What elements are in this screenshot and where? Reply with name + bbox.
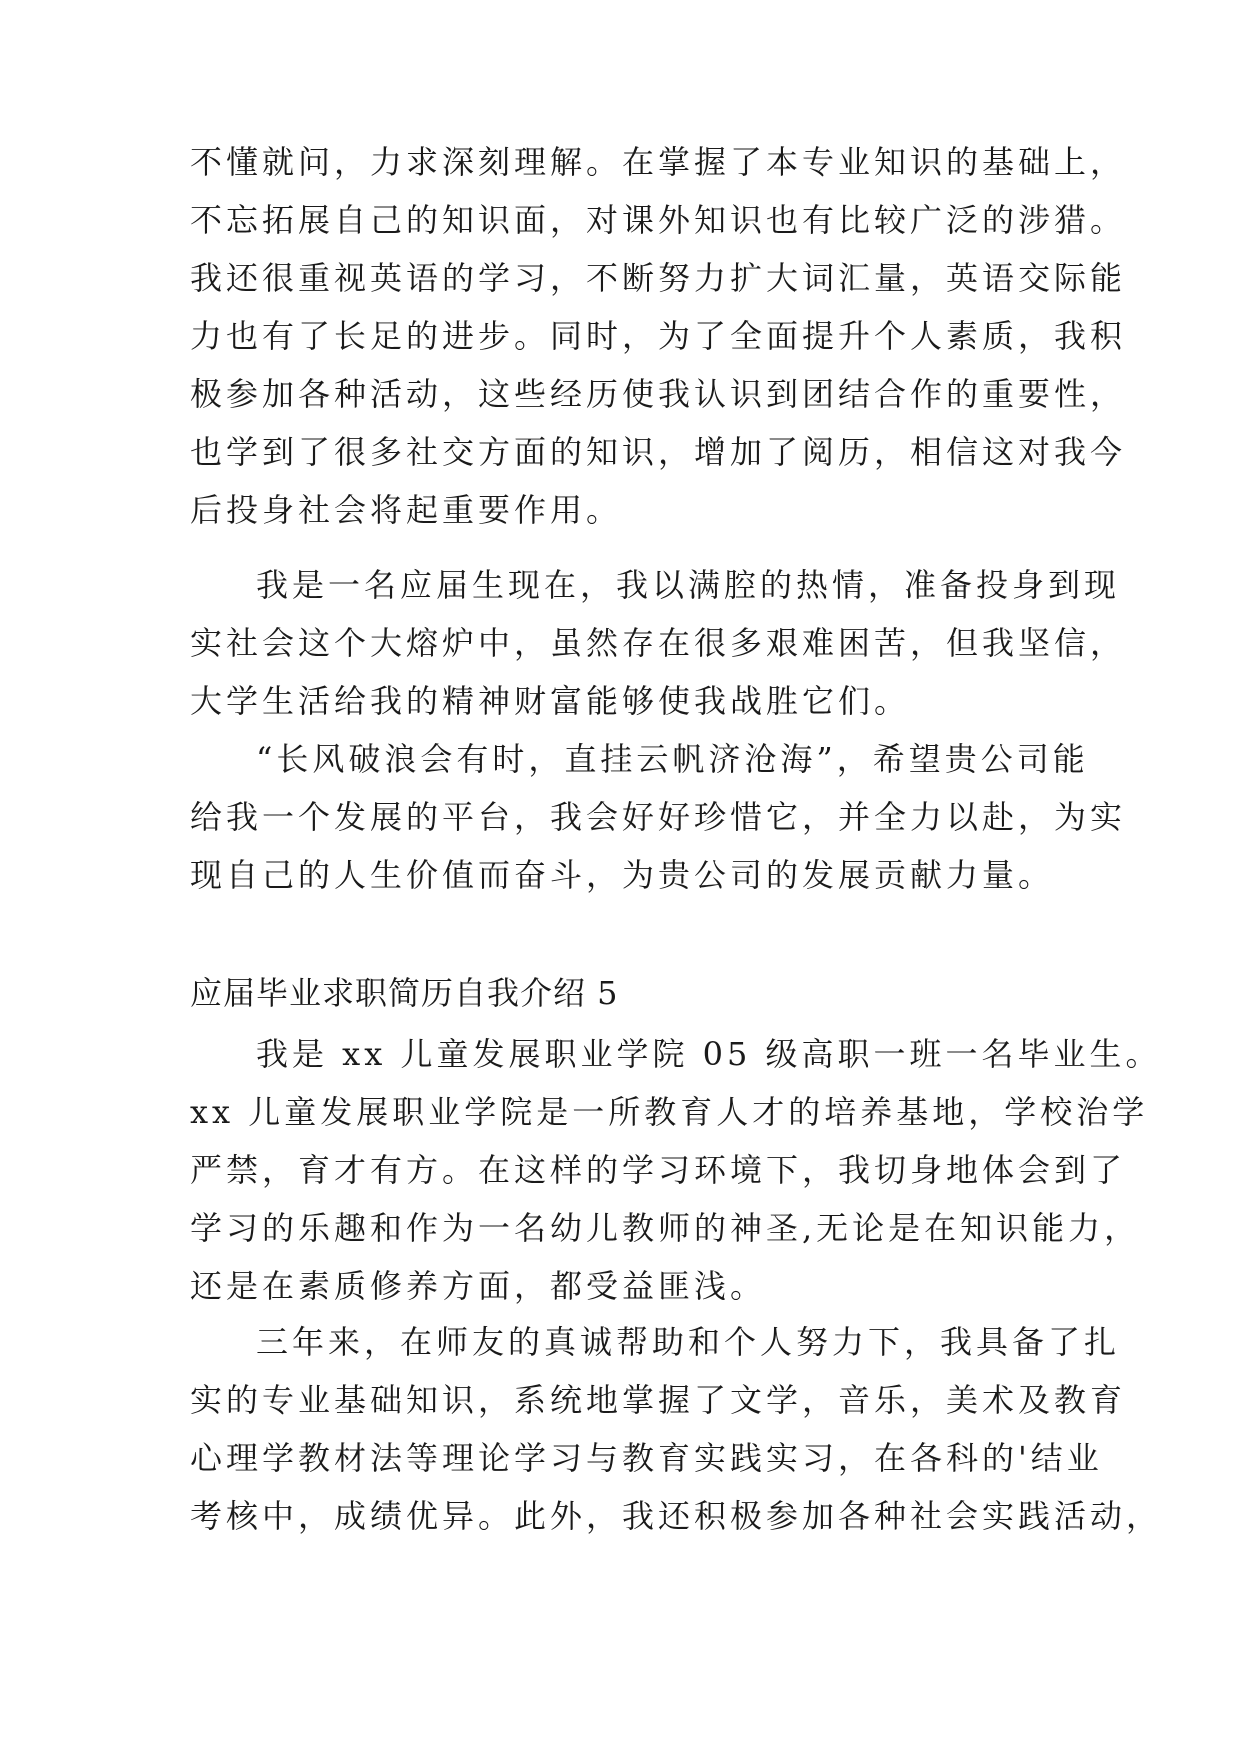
text-line: 学习的乐趣和作为一名幼儿教师的神圣,无论是在知识能力， (190, 1209, 1141, 1247)
paragraph-quote (190, 730, 1127, 904)
text-line: 实社会这个大熔炉中，虽然存在很多艰难困苦，但我坚信， (190, 624, 1127, 662)
text-line: 三年来，在师友的真诚帮助和个人努力下，我具备了扎 (256, 1323, 1121, 1361)
text-line: 力也有了长足的进步。同时，为了全面提升个人素质，我积 (190, 317, 1127, 355)
paragraph-continued (190, 133, 1127, 539)
text-line: 考核中，成绩优异。此外，我还积极参加各种社会实践活动， (190, 1497, 1163, 1535)
text-line: 严禁，育才有方。在这样的学习环境下，我切身地体会到了 (190, 1151, 1127, 1189)
text-line: 我是一名应届生现在，我以满腔的热情，准备投身到现 (256, 566, 1121, 604)
text-line: 我还很重视英语的学习，不断努力扩大词汇量，英语交际能 (190, 259, 1127, 297)
text-line: 实的专业基础知识，系统地掌握了文学，音乐，美术及教育 (190, 1381, 1127, 1419)
text-line: 我是 xx 儿童发展职业学院 05 级高职一班一名毕业生。 (256, 1035, 1162, 1073)
paragraph-intro (190, 1025, 1162, 1315)
text-line: 不忘拓展自己的知识面，对课外知识也有比较广泛的涉猎。 (190, 201, 1127, 239)
text-line: 给我一个发展的平台，我会好好珍惜它，并全力以赴，为实 (190, 798, 1127, 836)
text-line: “长风破浪会有时，直挂云帆济沧海”，希望贵公司能 (256, 740, 1089, 778)
paragraph-three-years (190, 1313, 1163, 1545)
text-line: 现自己的人生价值而奋斗，为贵公司的发展贡献力量。 (190, 856, 1055, 894)
text-line: 不懂就问，力求深刻理解。在掌握了本专业知识的基础上， (190, 143, 1127, 181)
text-line: 心理学教材法等理论学习与教育实践实习，在各科的'结业 (190, 1439, 1103, 1477)
text-line: 极参加各种活动，这些经历使我认识到团结合作的重要性， (190, 375, 1127, 413)
text-line: 大学生活给我的精神财富能够使我战胜它们。 (190, 682, 911, 720)
text-line: 还是在素质修养方面，都受益匪浅。 (190, 1267, 767, 1305)
section-title: 应届毕业求职简历自我介绍 5 (190, 974, 619, 1012)
text-line: 后投身社会将起重要作用。 (190, 491, 623, 529)
text-line: xx 儿童发展职业学院是一所教育人才的培养基地，学校治学 (190, 1093, 1149, 1131)
text-line: 也学到了很多社交方面的知识，增加了阅历，相信这对我今 (190, 433, 1127, 471)
paragraph-graduate (190, 556, 1127, 730)
section-heading (190, 964, 1070, 1022)
